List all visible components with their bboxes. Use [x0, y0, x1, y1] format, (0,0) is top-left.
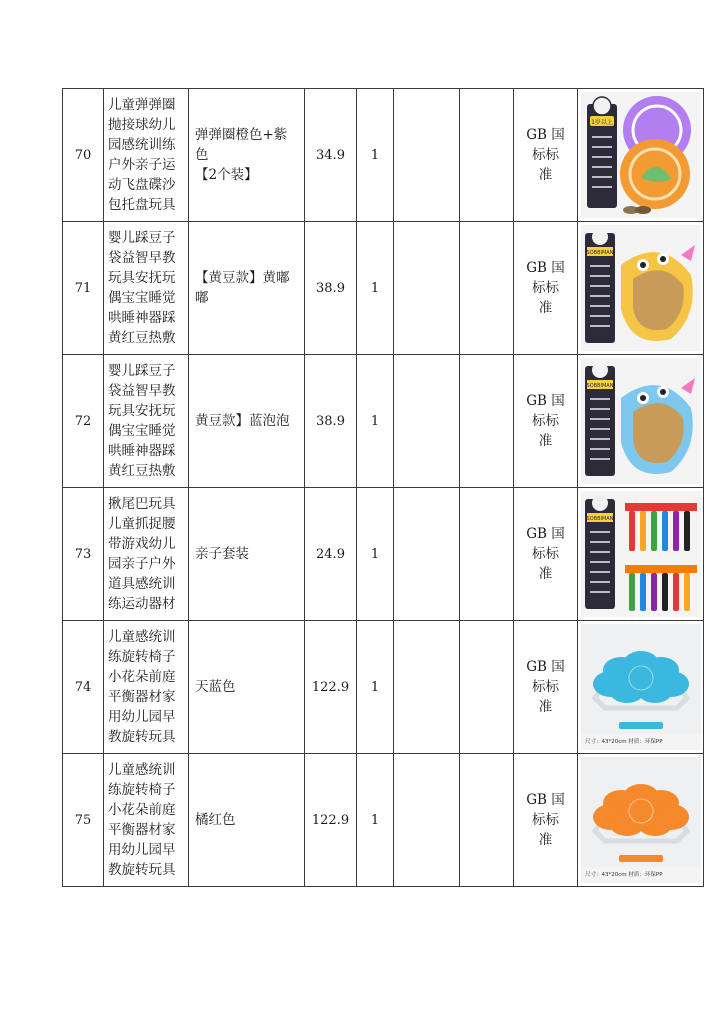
table-row [63, 89, 704, 222]
product-name-line: 黄红豆热敷 [108, 330, 176, 346]
product-spec-line: 【2个装】 [195, 167, 258, 183]
empty-cell [394, 222, 460, 355]
product-name-line: 儿童弹弹圈 [108, 97, 176, 113]
tail-strip [640, 573, 646, 611]
product-name-line: 带游戏幼儿 [108, 536, 176, 552]
product-name-line: 户外亲子运 [108, 157, 176, 173]
product-spec-line: 黄豆款】蓝泡泡 [195, 413, 290, 429]
product-image-cell [578, 355, 704, 488]
product-name-line: 偶宝宝睡觉 [108, 423, 176, 439]
standard-line: GB 国 [526, 659, 565, 675]
row-number: 72 [63, 355, 104, 488]
product-name-line: 道具感统训 [108, 576, 176, 592]
standard-line: GB 国 [526, 393, 565, 409]
brand-label: SOBBIMAN [586, 516, 613, 522]
row-number: 71 [63, 222, 104, 355]
standard-line: 准 [538, 167, 553, 183]
empty-cell [394, 754, 460, 887]
product-spec-line: 亲子套装 [195, 546, 249, 562]
product-name-line: 儿童抓捉腰 [108, 516, 176, 532]
product-name-line: 袋益智早教 [108, 383, 176, 399]
product-name-line: 练旋转椅子 [108, 782, 176, 798]
standard-line: GB 国 [526, 792, 565, 808]
product-name-line: 用幼儿园早 [108, 842, 176, 858]
product-name-line: 练旋转椅子 [108, 649, 176, 665]
product-name-line: 平衡器材家 [108, 822, 176, 838]
product-spec [189, 222, 305, 355]
table-row [63, 355, 704, 488]
product-image [581, 225, 701, 351]
mascot-icon [593, 97, 611, 115]
row-number: 70 [63, 89, 104, 222]
product-name-line: 园感统训练 [108, 137, 176, 153]
row-number: 75 [63, 754, 104, 887]
empty-cell [394, 355, 460, 488]
product-name-line: 玩具安抚玩 [108, 270, 176, 286]
standard-line: GB 国 [526, 526, 565, 542]
product-spec-line: 橘红色 [195, 812, 236, 828]
product-name-line: 偶宝宝睡觉 [108, 290, 176, 306]
quantity: 1 [357, 621, 394, 754]
belt [625, 565, 697, 573]
standard-line: 准 [538, 433, 553, 449]
tail-strip [684, 511, 690, 551]
empty-cell [394, 621, 460, 754]
age-label: 1岁以上 [590, 119, 613, 126]
tail-strip [662, 511, 668, 551]
product-spec-line: 【黄豆款】黄嘟嘟 [195, 270, 290, 306]
product-spec [189, 754, 305, 887]
product-name [104, 89, 189, 222]
tail-strip [684, 573, 690, 611]
tail-strip [640, 511, 646, 551]
standard-line: 准 [538, 832, 553, 848]
standard [514, 488, 578, 621]
product-name-line: 用幼儿园早 [108, 709, 176, 725]
product-name [104, 222, 189, 355]
product-name [104, 754, 189, 887]
table-row [63, 621, 704, 754]
table-row [63, 754, 704, 887]
image-caption: 尺寸：43*20cm 材质：环保PP [584, 872, 663, 878]
product-spec [189, 89, 305, 222]
empty-cell [460, 355, 514, 488]
standard-line: GB 国 [526, 260, 565, 276]
tail-strip [673, 511, 679, 551]
unit-price: 38.9 [305, 222, 357, 355]
product-image-cell [578, 89, 704, 222]
standard [514, 222, 578, 355]
standard-line: 标标 [532, 546, 559, 562]
unit-price: 38.9 [305, 355, 357, 488]
product-name-line: 揪尾巴玩具 [108, 496, 176, 512]
product-spec-line: 弹弹圈橙色+紫色 [195, 127, 288, 163]
empty-cell [394, 89, 460, 222]
product-name [104, 355, 189, 488]
quantity: 1 [357, 488, 394, 621]
row-number: 73 [63, 488, 104, 621]
unit-price: 24.9 [305, 488, 357, 621]
quantity: 1 [357, 222, 394, 355]
empty-cell [460, 621, 514, 754]
quantity: 1 [357, 89, 394, 222]
product-name-line: 小花朵前庭 [108, 802, 176, 818]
product-spec [189, 355, 305, 488]
color-tag [619, 855, 663, 862]
color-tag [619, 722, 663, 729]
product-image-cell [578, 222, 704, 355]
sandbag [635, 206, 651, 214]
product-image-cell [578, 621, 704, 754]
product-name-line: 哄睡神器踩 [108, 310, 176, 326]
product-name-line: 玩具安抚玩 [108, 403, 176, 419]
empty-cell [460, 488, 514, 621]
product-name-line: 抛接球幼儿 [108, 117, 176, 133]
product-image [581, 624, 701, 750]
mascot-icon [592, 362, 608, 378]
tail-strip [629, 511, 635, 551]
product-name-line: 包托盘玩具 [108, 197, 176, 213]
product-name-line: 袋益智早教 [108, 250, 176, 266]
product-name-line: 哄睡神器踩 [108, 443, 176, 459]
product-name-line: 婴儿踩豆子 [108, 363, 176, 379]
product-table [62, 88, 704, 887]
tail-strip [673, 573, 679, 611]
product-name-line: 黄红豆热敷 [108, 463, 176, 479]
belt [625, 503, 697, 511]
unit-price: 122.9 [305, 754, 357, 887]
table-row [63, 222, 704, 355]
product-image-cell [578, 754, 704, 887]
unit-price: 122.9 [305, 621, 357, 754]
mascot-icon [592, 229, 608, 245]
product-image [581, 757, 701, 883]
product-spec [189, 488, 305, 621]
product-name-line: 平衡器材家 [108, 689, 176, 705]
tail-strip [629, 573, 635, 611]
standard-line: 标标 [532, 413, 559, 429]
standard-line: GB 国 [526, 127, 565, 143]
product-name-line: 儿童感统训 [108, 762, 176, 778]
product-image [581, 358, 701, 484]
standard-line: 标标 [532, 679, 559, 695]
tail-strip [662, 573, 668, 611]
product-name-line: 教旋转玩具 [108, 729, 176, 745]
product-spec-line: 天蓝色 [195, 679, 236, 695]
product-name-line: 练运动器材 [108, 596, 176, 612]
standard-line: 准 [538, 566, 553, 582]
standard-line: 标标 [532, 812, 559, 828]
empty-cell [460, 754, 514, 887]
standard-line: 准 [538, 300, 553, 316]
empty-cell [460, 89, 514, 222]
product-image [581, 92, 701, 218]
standard [514, 621, 578, 754]
standard [514, 89, 578, 222]
tail-strip [651, 573, 657, 611]
mascot-icon [592, 495, 608, 511]
brand-label: SOBBIMAN [586, 250, 613, 256]
product-name-line: 教旋转玩具 [108, 862, 176, 878]
tail-strip [651, 511, 657, 551]
unit-price: 34.9 [305, 89, 357, 222]
image-caption: 尺寸：43*20cm 材质：环保PP [584, 739, 663, 745]
product-image [581, 491, 701, 617]
standard-line: 标标 [532, 280, 559, 296]
product-name [104, 488, 189, 621]
standard [514, 754, 578, 887]
standard [514, 355, 578, 488]
table-row [63, 488, 704, 621]
row-number: 74 [63, 621, 104, 754]
product-name-line: 动飞盘碟沙 [108, 177, 176, 193]
standard-line: 标标 [532, 147, 559, 163]
empty-cell [394, 488, 460, 621]
brand-label: SOBBIMAN [586, 383, 613, 389]
product-spec [189, 621, 305, 754]
quantity: 1 [357, 355, 394, 488]
product-image-cell [578, 488, 704, 621]
product-name-line: 儿童感统训 [108, 629, 176, 645]
product-name [104, 621, 189, 754]
product-name-line: 园亲子户外 [108, 556, 176, 572]
product-name-line: 小花朵前庭 [108, 669, 176, 685]
quantity: 1 [357, 754, 394, 887]
empty-cell [460, 222, 514, 355]
product-name-line: 婴儿踩豆子 [108, 230, 176, 246]
standard-line: 准 [538, 699, 553, 715]
